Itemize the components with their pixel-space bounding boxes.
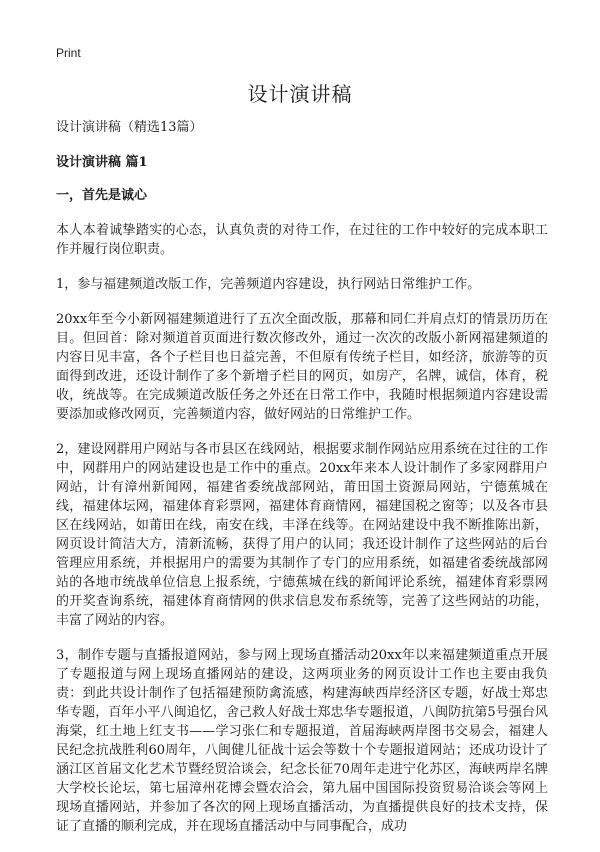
section-heading: 设计演讲稿 篇1	[56, 155, 148, 170]
paragraph-intro: 本人本着诚挚踏实的心态，认真负责的对待工作，在过往的工作中较好的完成本职工作并履行岗位职责。	[56, 223, 548, 257]
article-body	[56, 118, 548, 852]
paragraph-item-3: 3，制作专题与直播报道网站，参与网上现场直播活动20xx年以来福建频道重点开展了专题报道与网上现场直播网站的建设，这两项业务的网页设计工作也主要由我负责：到此共设计制作了包括福建预防禽流感，构建海峡西岸经济区专题，好战士郑忠华专题，百年小平八闽追忆，舍己救人好战士郑忠华专题报道，八闽防抗第5号强台风海棠，红土地上红支书——学习张仁和专题报道，首届海峡两岸图书交易会，福建人民纪念抗战胜利60周年，八闽健儿征战十运会等数十个专题报道网站；还成功设计了涵江区首届文化艺术节暨经贸洽谈会，纪念长征70周年走进宁化苏区，海峡两岸名牌大学校长论坛，第七届漳州花博会暨农洽会，第九届中国国际投资贸易洽谈会等网上现场直播网站，并参加了各次的网上现场直播活动，为直播提供良好的技术支持，保证了直播的顺利完成，并在现场直播活动中与同事配合，成功	[56, 648, 548, 834]
print-link[interactable]: Print	[56, 46, 81, 60]
article-subtitle: 设计演讲稿（精选13篇）	[56, 120, 203, 135]
page-title: 设计演讲稿	[247, 82, 353, 106]
paragraph-item-1: 1，参与福建频道改版工作，完善频道内容建设，执行网站日常维护工作。	[56, 277, 481, 292]
paragraph-item-2: 2，建设网群用户网站与各市县区在线网站，根据要求制作网站应用系统在过往的工作中，网群用户的网站建设也是工作中的重点。20xx年来本人设计制作了多家网群用户网站，计有漳州新闻网，福建省委统战部网站，莆田国土资源局网站，宁德蕉城在线，福建体坛网，福建体育彩票网，福建体育商情网，福建国税之窗等；以及各市县区在线网站，如莆田在线，南安在线，丰泽在线等。在网站建设中我不断推陈出新，网页设计简洁大方，清新流畅，获得了用户的认同；我还设计制作了这些网站的后台管理应用系统，并根据用户的需要为其制作了专门的应用系统，如福建省委统战部网站的各地市统战单位信息上报系统，宁德蕉城在线的新闻评论系统，福建体育彩票网的开奖查询系统，福建体育商情网的供求信息发布系统等，完善了这些网站的功能，丰富了网站的内容。	[56, 442, 548, 628]
sub-heading: 一，首先是诚心	[56, 188, 148, 203]
paragraph-item-1-detail: 20xx年至今小新网福建频道进行了五次全面改版，那幕和同仁并肩点灯的情景历历在目。但回首：除对频道首页面进行数次修改外，通过一次次的改版小新网福建频道的内容日见丰富，各个子栏目也日益完善，不但原有传统子栏目，如经济，旅游等的页面得到改进，还设计制作了多个新增子栏目的网页，如房产，名牌，诚信，体育，税收，统战等。在完成频道改版任务之外还在日常工作中，我随时根据频道内容建设需要添加或修改网页，完善频道内容，做好网站的日常维护工作。	[56, 312, 548, 422]
